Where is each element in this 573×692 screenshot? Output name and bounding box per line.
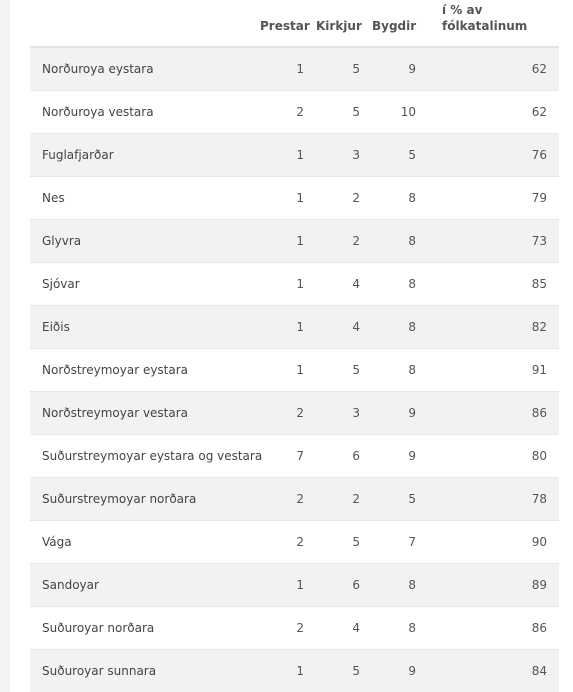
table-row — [30, 391, 559, 434]
cell-name: Eiðis — [30, 305, 260, 348]
cell-kirkjur: 2 — [316, 219, 372, 262]
cell-kirkjur: 2 — [316, 176, 372, 219]
table-row — [30, 348, 559, 391]
cell-bygdir: 8 — [372, 563, 428, 606]
header-percent-line1: í % av — [442, 3, 483, 17]
table-header — [30, 0, 559, 47]
cell-prestar: 1 — [260, 219, 316, 262]
cell-bygdir: 9 — [372, 47, 428, 90]
table-row — [30, 649, 559, 692]
cell-prestar: 1 — [260, 262, 316, 305]
cell-percent: 76 — [428, 133, 559, 176]
table-row — [30, 563, 559, 606]
cell-percent: 62 — [428, 90, 559, 133]
cell-kirkjur: 5 — [316, 90, 372, 133]
cell-name: Norðuroya eystara — [30, 47, 260, 90]
cell-bygdir: 10 — [372, 90, 428, 133]
header-prestar: Prestar — [260, 0, 316, 47]
cell-percent: 78 — [428, 477, 559, 520]
cell-bygdir: 5 — [372, 133, 428, 176]
cell-name: Norðstreymoyar vestara — [30, 391, 260, 434]
cell-name: Suðuroyar norðara — [30, 606, 260, 649]
cell-prestar: 7 — [260, 434, 316, 477]
cell-percent: 86 — [428, 606, 559, 649]
header-name — [30, 0, 260, 47]
cell-percent: 91 — [428, 348, 559, 391]
cell-kirkjur: 3 — [316, 133, 372, 176]
cell-bygdir: 7 — [372, 520, 428, 563]
cell-kirkjur: 5 — [316, 47, 372, 90]
table-row — [30, 133, 559, 176]
cell-percent: 62 — [428, 47, 559, 90]
cell-percent: 86 — [428, 391, 559, 434]
cell-prestar: 2 — [260, 477, 316, 520]
cell-kirkjur: 4 — [316, 606, 372, 649]
cell-kirkjur: 6 — [316, 434, 372, 477]
cell-prestar: 1 — [260, 47, 316, 90]
cell-percent: 90 — [428, 520, 559, 563]
table-row — [30, 520, 559, 563]
cell-percent: 85 — [428, 262, 559, 305]
content-area — [10, 0, 573, 692]
cell-bygdir: 8 — [372, 305, 428, 348]
header-bygdir: Bygdir — [372, 0, 428, 47]
parish-table — [30, 0, 559, 692]
table-body — [30, 47, 559, 692]
cell-kirkjur: 4 — [316, 305, 372, 348]
cell-name: Sandoyar — [30, 563, 260, 606]
table-row — [30, 305, 559, 348]
cell-bygdir: 9 — [372, 434, 428, 477]
cell-name: Norðuroya vestara — [30, 90, 260, 133]
header-percent-line2: fólkatalinum — [442, 19, 528, 33]
cell-bygdir: 5 — [372, 477, 428, 520]
cell-name: Nes — [30, 176, 260, 219]
header-kirkjur: Kirkjur — [316, 0, 372, 47]
cell-percent: 89 — [428, 563, 559, 606]
cell-prestar: 1 — [260, 305, 316, 348]
cell-name: Sjóvar — [30, 262, 260, 305]
cell-bygdir: 9 — [372, 649, 428, 692]
cell-kirkjur: 6 — [316, 563, 372, 606]
cell-bygdir: 8 — [372, 606, 428, 649]
cell-prestar: 2 — [260, 606, 316, 649]
cell-percent: 82 — [428, 305, 559, 348]
table-row — [30, 477, 559, 520]
cell-prestar: 1 — [260, 133, 316, 176]
table-row — [30, 219, 559, 262]
cell-name: Suðurstreymoyar norðara — [30, 477, 260, 520]
cell-prestar: 1 — [260, 563, 316, 606]
cell-percent: 79 — [428, 176, 559, 219]
cell-name: Suðurstreymoyar eystara og vestara — [30, 434, 260, 477]
cell-kirkjur: 2 — [316, 477, 372, 520]
cell-percent: 80 — [428, 434, 559, 477]
cell-kirkjur: 5 — [316, 649, 372, 692]
cell-bygdir: 8 — [372, 219, 428, 262]
cell-prestar: 1 — [260, 176, 316, 219]
cell-kirkjur: 5 — [316, 520, 372, 563]
table-row — [30, 262, 559, 305]
cell-name: Glyvra — [30, 219, 260, 262]
cell-prestar: 1 — [260, 348, 316, 391]
cell-name: Suðuroyar sunnara — [30, 649, 260, 692]
header-row — [30, 0, 559, 47]
cell-name: Vága — [30, 520, 260, 563]
cell-bygdir: 8 — [372, 176, 428, 219]
table-row — [30, 606, 559, 649]
cell-prestar: 1 — [260, 649, 316, 692]
cell-kirkjur: 3 — [316, 391, 372, 434]
cell-prestar: 2 — [260, 391, 316, 434]
cell-percent: 84 — [428, 649, 559, 692]
cell-bygdir: 9 — [372, 391, 428, 434]
cell-prestar: 2 — [260, 90, 316, 133]
cell-prestar: 2 — [260, 520, 316, 563]
table-row — [30, 434, 559, 477]
cell-percent: 73 — [428, 219, 559, 262]
cell-kirkjur: 4 — [316, 262, 372, 305]
cell-name: Norðstreymoyar eystara — [30, 348, 260, 391]
table-row — [30, 90, 559, 133]
table-row — [30, 176, 559, 219]
cell-kirkjur: 5 — [316, 348, 372, 391]
cell-bygdir: 8 — [372, 262, 428, 305]
cell-bygdir: 8 — [372, 348, 428, 391]
cell-name: Fuglafjarðar — [30, 133, 260, 176]
header-percent — [428, 0, 559, 47]
table-row — [30, 47, 559, 90]
